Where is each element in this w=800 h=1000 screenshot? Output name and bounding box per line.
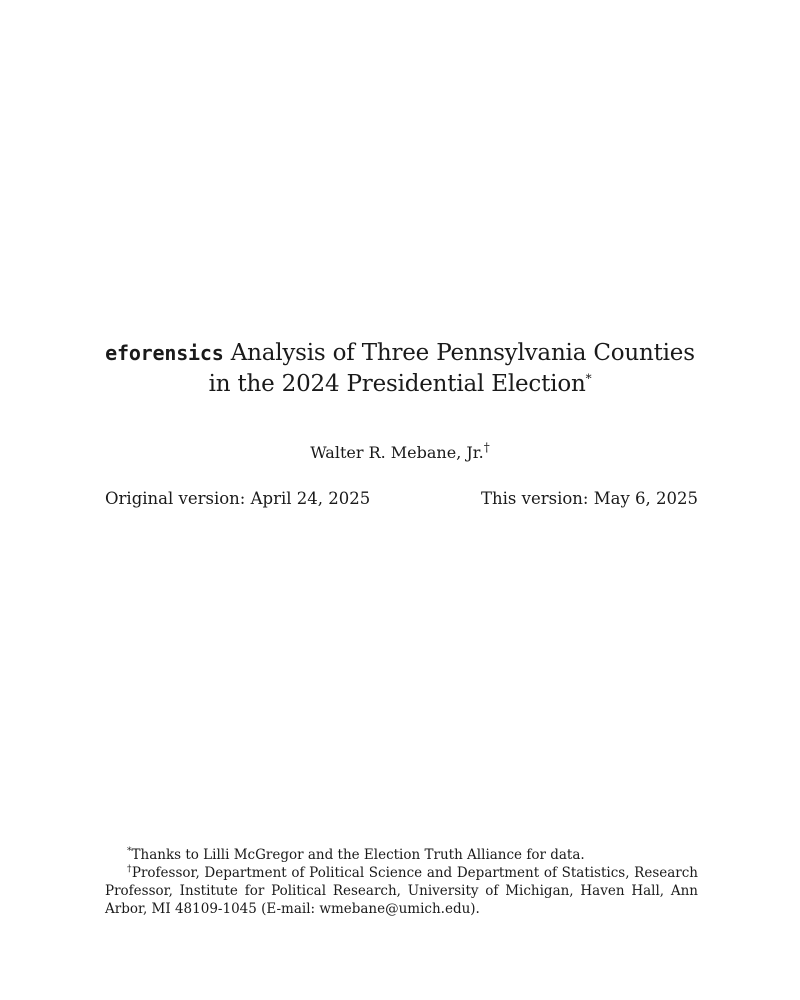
title-footnote-mark: *: [585, 371, 592, 386]
footnote-affiliation: [105, 864, 698, 918]
footnote-mark: *: [127, 846, 132, 857]
current-version-date: This version: May 6, 2025: [481, 489, 698, 508]
footnote-mark: †: [127, 864, 132, 875]
footnotes: [105, 846, 698, 918]
original-version-date: Original version: April 24, 2025: [105, 489, 371, 508]
title-line-2-text: in the 2024 Presidential Election: [208, 371, 586, 397]
title-code-word: eforensics: [105, 341, 224, 365]
footnote-text: Professor, Department of Political Science and Department of Statistics, Research Professor, Institute for Political Research, University of Michigan, Haven Hall, Ann Arbor, MI 48109-1045 (E-mail: wmebane@umich.edu).: [105, 865, 699, 917]
footnote-text: Thanks to Lilli McGregor and the Election Truth Alliance for data.: [131, 847, 585, 863]
footnote-thanks: [105, 846, 698, 864]
author-line: [0, 442, 800, 464]
paper-title: [0, 338, 800, 400]
author-footnote-mark: †: [483, 440, 490, 455]
title-line-1-rest: Analysis of Three Pennsylvania Counties: [223, 340, 695, 366]
version-dates: [105, 488, 698, 510]
title-line-2: [0, 369, 800, 400]
title-line-1: [0, 338, 800, 369]
author-name: Walter R. Mebane, Jr.: [310, 443, 484, 462]
